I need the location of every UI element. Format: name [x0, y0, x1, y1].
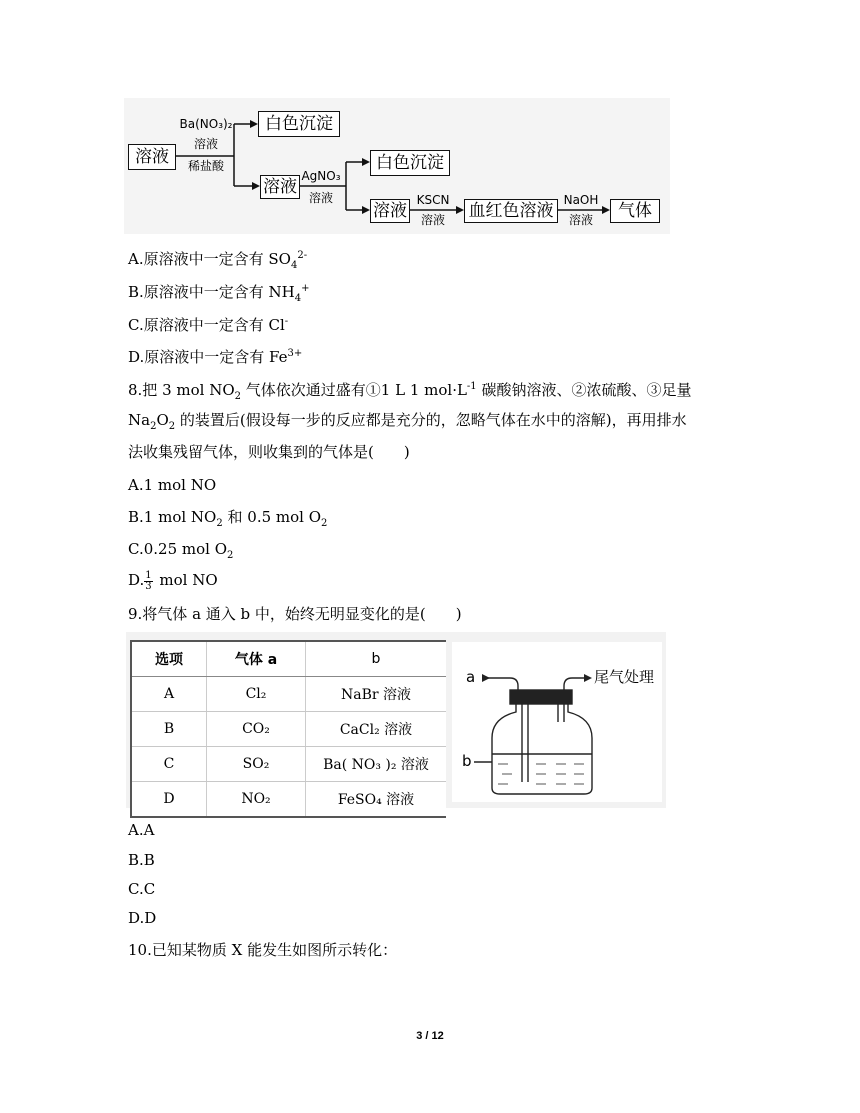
flow-box-white-precipitate-1: 白色沉淀	[258, 111, 340, 137]
flow-reagent-ba-no3: Ba(NO₃)₂	[179, 117, 233, 131]
q8-stem-line-2: $Na_2O_2$ 的装置后(假设每一步的反应都是充分的，忽略气体在水中的溶解)，再用排水	[128, 411, 687, 432]
q7-option-d: D.原溶液中一定含有 $Fe^{3+}$	[128, 348, 303, 366]
q8-option-a: A.1 mol NO	[128, 476, 217, 494]
reaction-flow-diagram	[124, 98, 670, 234]
q9-option-d: D.D	[128, 909, 157, 927]
flow-reagent-naoh: NaOH	[563, 193, 599, 207]
q8-stem-line-3: 法收集残留气体，则收集到的气体是( )	[128, 443, 410, 461]
table-cell-option: A	[131, 677, 207, 712]
q9-stem: 9.将气体 a 通入 b 中，始终无明显变化的是( )	[128, 605, 462, 623]
page-number: 3 / 12	[416, 1030, 444, 1042]
apparatus-label-b: b	[462, 752, 472, 770]
table-cell-gas: CO₂	[207, 712, 306, 747]
flow-reagent-agno3-solution: 溶液	[308, 191, 333, 205]
table-cell-b: Ba( NO₃ )₂ 溶液	[306, 747, 447, 782]
table-cell-b: NaBr 溶液	[306, 677, 447, 712]
flow-reagent-kscn-solution: 溶液	[420, 213, 445, 227]
flow-box-gas: 气体	[610, 199, 660, 223]
flow-box-solution-2: 溶液	[260, 175, 300, 199]
flow-reagent-naoh-solution: 溶液	[568, 213, 593, 227]
q9-options-table	[130, 640, 446, 818]
q9-option-c: C.C	[128, 880, 156, 898]
table-cell-gas: NO₂	[207, 782, 306, 818]
q10-stem: 10.已知某物质 X 能发生如图所示转化：	[128, 941, 398, 959]
fraction-one-third: $\frac{1}{3}$	[145, 569, 152, 592]
table-row	[131, 782, 446, 818]
table-cell-option: D	[131, 782, 207, 818]
table-cell-gas: Cl₂	[207, 677, 306, 712]
flow-reagent-solution-label: 溶液	[193, 137, 218, 151]
flow-reagent-dilute-hcl: 稀盐酸	[187, 159, 224, 173]
q7-option-a: A.原溶液中一定含有 $SO_4^{2-}$	[128, 250, 308, 271]
q7-option-c: C.原溶液中一定含有 Cl-	[128, 316, 289, 334]
flow-box-white-precipitate-2: 白色沉淀	[370, 150, 450, 176]
q9-option-b: B.B	[128, 851, 155, 869]
apparatus-label-a: a	[466, 668, 476, 686]
q8-option-d: D. $\frac{1}{3}$ mol NO	[128, 569, 218, 592]
flow-box-solution-3: 溶液	[370, 199, 410, 223]
table-header-option: 选项	[131, 641, 207, 677]
q8-stem-line-1: 8.把 3 mol $NO_2$ 气体依次通过盛有①1 L 1 $mol\cdot L^{-1}$ 碳酸钠溶液、②浓硫酸、③足量	[128, 381, 692, 402]
flow-reagent-agno3: AgNO₃	[301, 169, 341, 183]
table-cell-option: B	[131, 712, 207, 747]
flow-box-solution: 溶液	[128, 144, 176, 170]
q8-option-b: B.1 mol $NO_2$ 和 0.5 mol $O_2$	[128, 508, 328, 529]
q9-figure	[126, 632, 666, 808]
table-header-b: b	[306, 641, 447, 677]
apparatus-label-exhaust: 尾气处理	[594, 668, 655, 686]
q8-option-c: C.0.25 mol $O_2$	[128, 540, 234, 561]
table-header-row	[131, 641, 446, 677]
gas-washing-bottle-apparatus	[452, 642, 662, 802]
q9-option-a: A.A	[128, 821, 155, 839]
table-row	[131, 712, 446, 747]
table-header-gas: 气体 a	[207, 641, 306, 677]
table-row	[131, 677, 446, 712]
table-row	[131, 747, 446, 782]
q7-option-b: B.原溶液中一定含有 $NH_4^+$	[128, 283, 310, 304]
flow-reagent-kscn: KSCN	[416, 193, 450, 207]
table-cell-gas: SO₂	[207, 747, 306, 782]
table-cell-b: CaCl₂ 溶液	[306, 712, 447, 747]
table-cell-b: FeSO₄ 溶液	[306, 782, 447, 818]
table-cell-option: C	[131, 747, 207, 782]
flow-box-blood-red-solution: 血红色溶液	[464, 199, 558, 223]
